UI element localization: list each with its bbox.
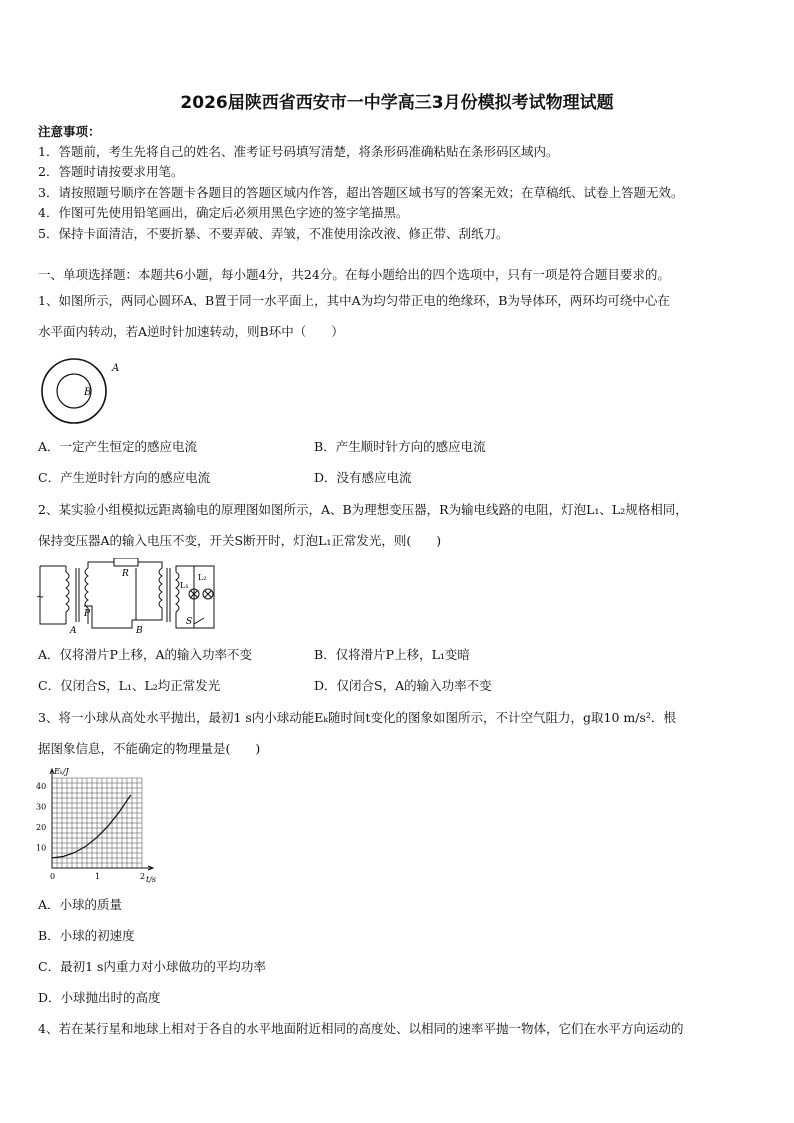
y-tick-label: 40 [36, 782, 47, 791]
lamp-l2-label: L₂ [198, 573, 207, 582]
switch-s-label: S [186, 617, 193, 627]
question-1-text: 1、如图所示，两同心圆环A、B置于同一水平面上，其中A为均匀带正电的绝缘环，B为导体环，两环均可绕中心在 [38, 293, 670, 308]
y-tick-label: 20 [36, 823, 47, 832]
ek-curve [52, 795, 131, 858]
q3-option-a: A．小球的质量 [38, 897, 123, 912]
x-axis-label: t/s [146, 875, 157, 884]
notice-item: 3．请按照题号顺序在答题卡各题目的答题区域内作答，超出答题区域书写的答案无效；在草稿纸、试卷上答题无效。 [38, 185, 684, 200]
notice-item: 1．答题前，考生先将自己的姓名、准考证号码填写清楚，将条形码准确粘贴在条形码区域内。 [38, 144, 559, 159]
q1-option-d: D．没有感应电流 [314, 470, 412, 485]
transmission-circuit-figure [36, 558, 222, 634]
q1-option-c: C．产生逆时针方向的感应电流 [38, 470, 211, 485]
question-2-text: 保持变压器A的输入电压不变，开关S断开时，灯泡L₁正常发光，则( ) [38, 533, 442, 548]
x-tick-label: 1 [95, 872, 101, 881]
notice-heading: 注意事项： [38, 124, 101, 139]
notice-item: 4．作图可先使用铅笔画出，确定后必须用黑色字迹的签字笔描黑。 [38, 205, 409, 220]
q1-option-a: A．一定产生恒定的感应电流 [38, 439, 198, 454]
q2-option-c: C．仅闭合S，L₁、L₂均正常发光 [38, 678, 221, 693]
q3-option-b: B．小球的初速度 [38, 928, 135, 943]
question-1-text: 水平面内转动，若A逆时针加速转动，则B环中（ ） [38, 324, 344, 339]
resistor-r-label: R [122, 569, 129, 579]
kinetic-energy-chart [34, 764, 168, 886]
y-axis-label: Eₖ/J [54, 767, 69, 776]
x-tick-label: 0 [50, 872, 56, 881]
q3-option-c: C．最初1 s内重力对小球做功的平均功率 [38, 959, 266, 974]
q2-option-a: A．仅将滑片P上移，A的输入功率不变 [38, 647, 252, 662]
q3-option-d: D．小球抛出时的高度 [38, 990, 161, 1005]
q1-option-b: B．产生顺时针方向的感应电流 [314, 439, 486, 454]
notice-item: 2．答题时请按要求用笔。 [38, 164, 184, 179]
concentric-rings-figure [38, 355, 128, 427]
y-tick-label: 10 [36, 843, 47, 853]
transformer-a-label: A [70, 626, 77, 634]
ac-source-symbol: ~ [36, 592, 45, 603]
slider-p-label: P [84, 609, 91, 619]
x-tick-label: 2 [140, 872, 146, 881]
question-2-text: 2、某实验小组模拟远距离输电的原理图如图所示，A、B为理想变压器，R为输电线路的电阻，灯泡L₁、L₂规格相同， [38, 502, 688, 517]
notice-item: 5．保持卡面清洁，不要折暴、不要弄破、弄皱，不准使用涂改液、修正带、刮纸刀。 [38, 226, 509, 241]
ring-b-label: B [84, 387, 92, 398]
y-tick-label: 30 [36, 802, 47, 812]
question-4-text: 4、若在某行星和地球上相对于各自的水平地面附近相同的高度处、以相同的速率平抛一物体，它们在水平方向运动的 [38, 1021, 684, 1036]
transformer-b-label: B [136, 626, 143, 634]
page-title: 2026届陕西省西安市一中学高三3月份模拟考试物理试题 [180, 93, 614, 113]
ring-a-label: A [112, 363, 120, 374]
section-heading: 一、单项选择题：本题共6小题，每小题4分，共24分。在每小题给出的四个选项中，只有一项是符合题目要求的。 [38, 267, 670, 282]
question-3-text: 3、将一小球从高处水平抛出，最初1 s内小球动能Eₖ随时间t变化的图象如图所示，不计空气阻力，g取10 m/s²．根 [38, 710, 676, 725]
q2-option-b: B．仅将滑片P上移，L₁变暗 [314, 647, 470, 662]
lamp-l1-label: L₁ [180, 581, 189, 590]
question-3-text: 据图象信息，不能确定的物理量是( ) [38, 741, 261, 756]
axis-arrows [50, 769, 153, 870]
q2-option-d: D．仅闭合S，A的输入功率不变 [314, 678, 492, 693]
